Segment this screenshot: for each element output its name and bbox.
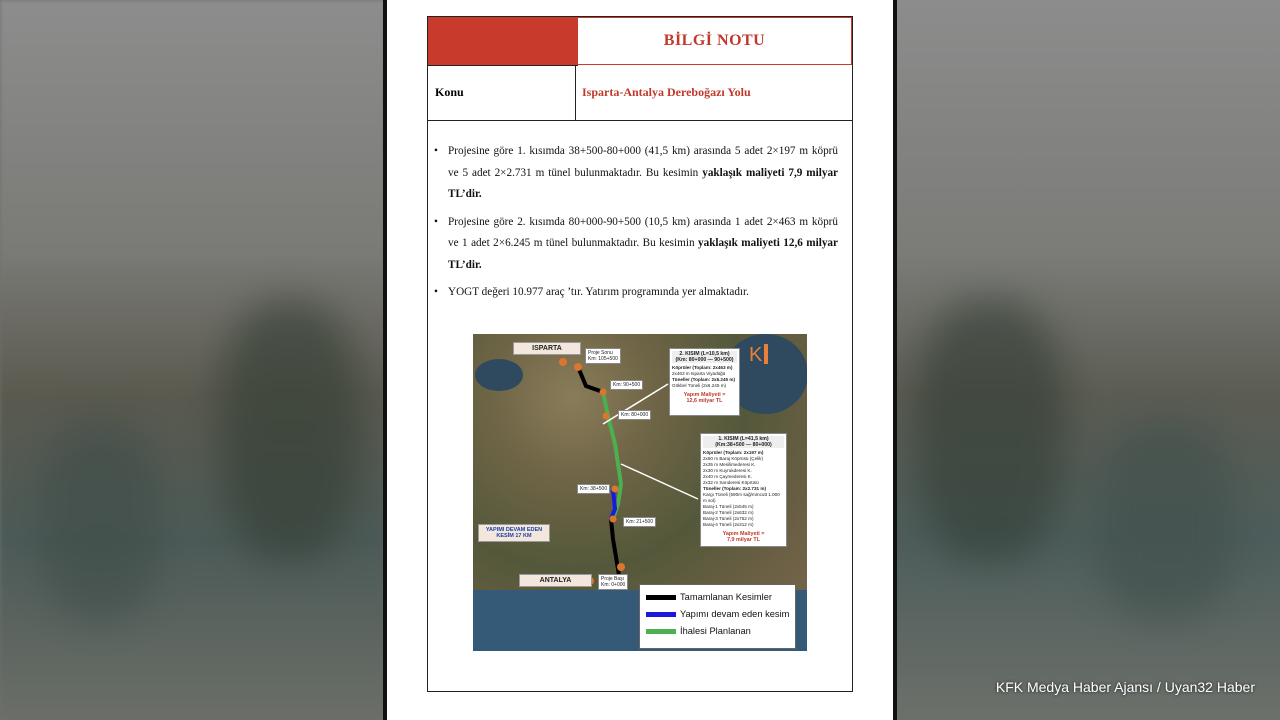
bullet-item xyxy=(434,212,838,277)
compass-letter: K xyxy=(749,344,763,366)
document-title: BİLGİ NOTU xyxy=(577,17,852,65)
bullet-bold-text: yaklaşık maliyeti 12,6 milyar TL’dir. xyxy=(448,237,838,271)
pointer-line xyxy=(621,464,698,499)
bullet-list xyxy=(434,141,838,310)
legend-item xyxy=(646,626,751,636)
section1-line: 2x32 m Sarıderesi Köprüsü xyxy=(703,480,759,485)
watermark-text: KFK Medya Haber Ajansı / Uyan32 Haber xyxy=(995,679,1255,695)
subject-row xyxy=(428,65,852,121)
legend-swatch-black xyxy=(646,595,676,600)
section1-line: Baraj-1 Tüneli (2x545 m) xyxy=(703,504,754,509)
section1-line: 2x40 m Çaymederesi K. xyxy=(703,474,753,479)
subject-value: Isparta-Antalya Dereboğazı Yolu xyxy=(582,85,751,99)
section2-cost: Yapım Maliyeti = 12,6 milyar TL xyxy=(683,392,726,404)
isparta-label: ISPARTA xyxy=(513,342,581,355)
section1-info-box xyxy=(700,433,787,547)
marker-dot xyxy=(574,363,582,371)
bullet-text: Projesine göre 1. kısımda 38+500-80+000 (41,5 km) arasında 5 adet 2×197 m köprü ve 5 adet 2×2.731 m tünel bulunmaktadır. Bu kesimin xyxy=(448,145,838,179)
section1-line: Tüneller (Toplam: 2x2.731 m) xyxy=(703,486,766,491)
north-compass xyxy=(749,344,768,367)
section2-title: 2. KISIM (L=10,5 km) (Km: 80+000 — 90+500) xyxy=(672,351,737,363)
antalya-label: ANTALYA xyxy=(519,574,592,587)
section1-line: Köprüler (Toplam: 2x197 m) xyxy=(703,450,764,455)
section1-line: 2x30 m Kuyrukderesi K. xyxy=(703,468,752,473)
marker-dot xyxy=(610,516,617,523)
legend-label: Yapımı devam eden kesim xyxy=(680,609,790,619)
legend-label: İhalesi Planlanan xyxy=(680,626,751,636)
project-end-label: Proje Sonu Km: 105+500 xyxy=(585,348,621,364)
header-red-block xyxy=(428,17,578,66)
map-legend xyxy=(639,584,796,649)
info-note-document xyxy=(427,16,853,692)
subject-label: Konu xyxy=(428,65,576,120)
route-under-construction xyxy=(611,489,615,519)
km-label: Km: 80+000 xyxy=(618,410,651,420)
legend-swatch-green xyxy=(646,629,676,634)
bullet-item xyxy=(434,282,838,304)
section1-line: Kargı Tüneli (590m sağ/mmcutt 1.000 m sol) xyxy=(703,492,780,503)
marker-dot xyxy=(617,563,625,571)
section2-info-box xyxy=(669,348,740,416)
legend-swatch-blue xyxy=(646,612,676,617)
background-right xyxy=(895,0,1280,720)
route-completed-north xyxy=(578,367,603,392)
bullet-text: Projesine göre 2. kısımda 80+000-90+500 (10,5 km) arasında 1 adet 2×463 m köprü ve 1 adet 2×6.245 m tünel bulunmaktadır. Bu kesimin xyxy=(448,215,838,249)
marker-dot xyxy=(600,389,607,396)
section1-title: 1. KISIM (L=41,5 km) (Km:38+500 — 80+000) xyxy=(703,436,784,448)
project-start-label: Proje Başı Km: 0+000 xyxy=(598,574,628,590)
legend-label: Tamamlanan Kesimler xyxy=(680,592,772,602)
city-dot-isparta xyxy=(559,358,567,366)
section1-line: Baraj-4 Tüneli (2x312 m) xyxy=(703,522,754,527)
km-label: Km: 21+500 xyxy=(623,517,656,527)
north-arrow-icon xyxy=(764,344,768,364)
section1-cost: Yapım Maliyeti = 7,9 milyar TL xyxy=(722,531,765,543)
route-map xyxy=(473,334,807,651)
legend-item xyxy=(646,609,789,619)
section1-line: Baraj-2 Tüneli (2x632 m) xyxy=(703,510,754,515)
km-label: Km: 90+500 xyxy=(610,380,643,390)
section1-line: Baraj-3 Tüneli (2x752 m) xyxy=(703,516,754,521)
background-left xyxy=(0,0,385,720)
bullet-bold-text: yaklaşık maliyeti 7,9 milyar TL’dir. xyxy=(448,166,838,200)
legend-item xyxy=(646,592,772,602)
section2-line: 2x463 m Isparta Viyadüğü xyxy=(672,371,726,376)
km-label: Km: 38+500 xyxy=(577,484,610,494)
section2-line: Gökbel Tüneli (2x6.245 m) xyxy=(672,383,727,388)
marker-dot xyxy=(603,413,610,420)
section1-line: 2x35 m Mesilimederesi K. xyxy=(703,462,756,467)
marker-dot xyxy=(612,486,619,493)
section2-line: Köprüler (Toplam: 2x463 m) xyxy=(672,365,733,370)
bullet-item xyxy=(434,141,838,206)
section2-line: Tüneller (Toplam: 2x6.245 m) xyxy=(672,377,735,382)
bullet-text: YOGT değeri 10.977 araç ’tır. Yatırım programında yer almaktadır. xyxy=(448,286,749,298)
section1-line: 2x60 m Baraj Köprüsü (Çelik) xyxy=(703,456,763,461)
under-construction-label: YAPIMI DEVAM EDEN KESİM 17 KM xyxy=(478,524,550,542)
